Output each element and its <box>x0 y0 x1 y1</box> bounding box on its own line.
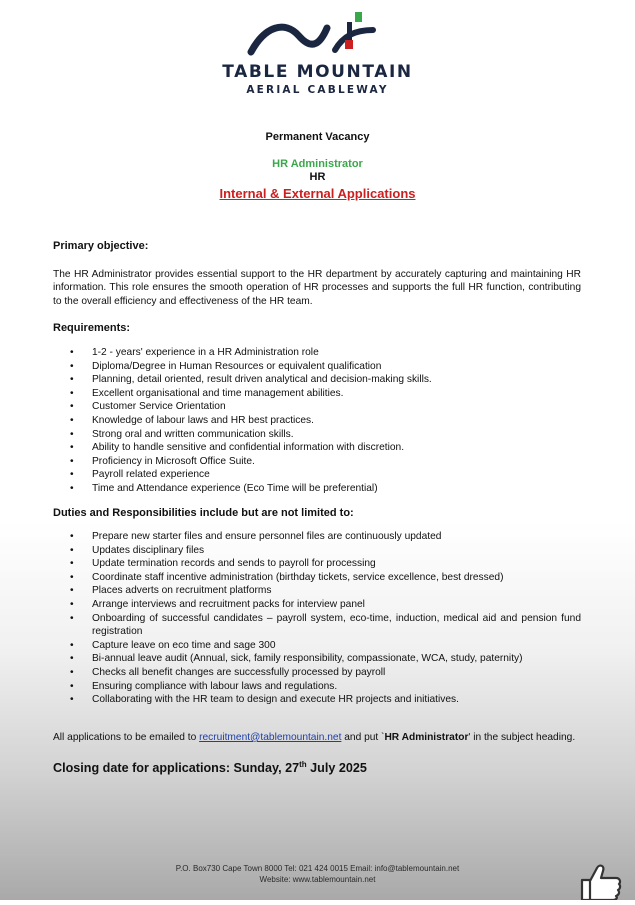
list-item: • Updates disciplinary files <box>53 544 581 558</box>
closing-date <box>53 758 581 776</box>
list-item: • Proficiency in Microsoft Office Suite. <box>53 455 581 469</box>
list-item: • Update termination records and sends to payroll for processing <box>53 557 581 571</box>
list-item: • Ability to handle sensitive and confidential information with discretion. <box>53 441 581 455</box>
job-title: HR Administrator <box>272 158 363 170</box>
department: HR <box>309 171 326 183</box>
application-subject: HR Administrator <box>384 731 469 743</box>
duties-heading: Duties and Responsibilities include but are not limited to: <box>53 506 354 519</box>
list-item: • Places adverts on recruitment platforms <box>53 584 581 598</box>
brand-name: TABLE MOUNTAIN <box>222 62 413 82</box>
list-item: • Bi-annual leave audit (Annual, sick, family responsibility, compassionate, WCA, study, paternity) <box>53 652 581 666</box>
list-item: • 1-2 - years' experience in a HR Administration role <box>53 346 581 360</box>
duties-list <box>53 530 581 707</box>
closing-date-suffix: th <box>299 760 307 770</box>
primary-objective-heading: Primary objective: <box>53 240 149 252</box>
brand-subtitle: AERIAL CABLEWAY <box>246 84 389 96</box>
requirements-list <box>53 346 581 496</box>
company-logo <box>0 10 635 96</box>
applications-type: Internal & External Applications <box>219 186 416 201</box>
list-item: • Coordinate staff incentive administration (birthday tickets, service excellence, best dressed) <box>53 571 581 585</box>
primary-objective-text: The HR Administrator provides essential support to the HR department by accurately capturing and maintaining HR information. This role ensures the smooth operation of HR processes and supports the full HR function, contributing to the overall efficiency and effectiveness of the HR team. <box>53 268 581 307</box>
contact-footer <box>0 863 635 885</box>
closing-date-rest: July 2025 <box>306 761 367 776</box>
application-text: and put ` <box>341 731 385 743</box>
list-item: • Ensuring compliance with labour laws and regulations. <box>53 680 581 694</box>
vacancy-type: Permanent Vacancy <box>265 131 370 143</box>
list-item: • Capture leave on eco time and sage 300 <box>53 639 581 653</box>
application-instructions <box>53 731 581 745</box>
list-item: • Excellent organisational and time management abilities. <box>53 387 581 401</box>
list-item: • Strong oral and written communication skills. <box>53 428 581 442</box>
vacancy-body <box>53 240 581 776</box>
list-item: • Time and Attendance experience (Eco Time will be preferential) <box>53 482 581 496</box>
application-text: ' in the subject heading. <box>468 731 576 743</box>
thumbs-up-icon[interactable] <box>578 862 622 905</box>
list-item: • Payroll related experience <box>53 468 581 482</box>
requirements-heading: Requirements: <box>53 322 131 335</box>
list-item: • Diploma/Degree in Human Resources or equivalent qualification <box>53 360 581 374</box>
recruitment-email-link[interactable]: recruitment@tablemountain.net <box>199 731 342 743</box>
application-text: All applications to be emailed to <box>53 731 200 743</box>
table-mountain-logo-icon <box>243 10 393 60</box>
list-item: • Customer Service Orientation <box>53 400 581 414</box>
list-item: • Planning, detail oriented, result driven analytical and decision-making skills. <box>53 373 581 387</box>
list-item: • Prepare new starter files and ensure personnel files are continuously updated <box>53 530 581 544</box>
list-item: • Checks all benefit changes are successfully processed by payroll <box>53 666 581 680</box>
list-item: • Collaborating with the HR team to design and execute HR projects and initiatives. <box>53 693 581 707</box>
footer-website: Website: www.tablemountain.net <box>259 875 376 884</box>
list-item: • Arrange interviews and recruitment packs for interview panel <box>53 598 581 612</box>
closing-date-label: Closing date for applications: Sunday, 27 <box>53 761 300 776</box>
list-item: • Onboarding of successful candidates – payroll system, eco-time, induction, medical aid and pension fund registration <box>53 612 581 639</box>
list-item: • Knowledge of labour laws and HR best practices. <box>53 414 581 428</box>
footer-contact: P.O. Box730 Cape Town 8000 Tel: 021 424 0015 Email: info@tablemountain.net <box>175 864 460 873</box>
